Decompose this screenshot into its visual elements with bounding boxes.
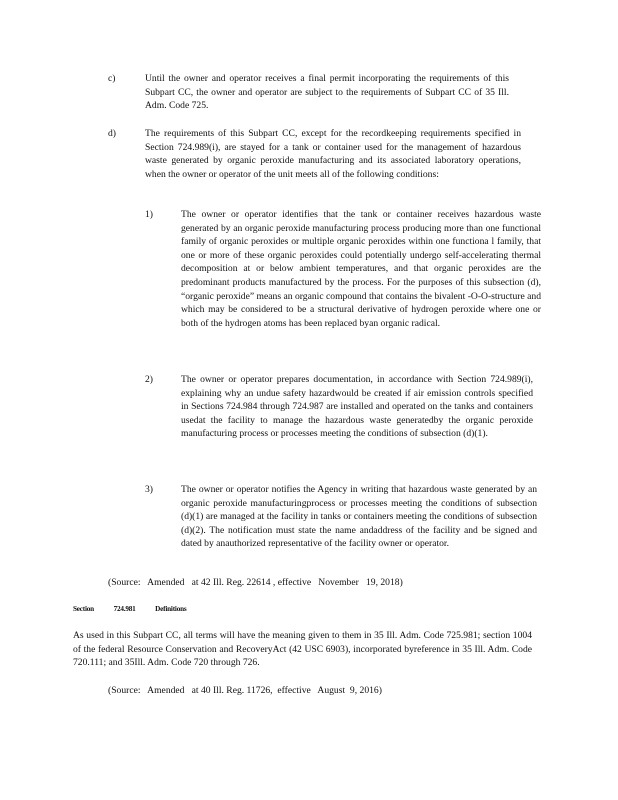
item-c-text: Until the owner and operator receives a final permit incorporating the requirements of this Subpart CC, the owner and operator are subject to the requirements of Subpart CC of 35 Ill. Adm. Code 725.: [145, 73, 509, 112]
subitem-1-text: The owner or operator identifies that the tank or container receives hazardous waste generated by an organic peroxide manufacturing process producing more than one functional family of organic peroxides or multiple organic peroxides within one functiona l family, that one or more of these organic peroxides could potentially undergo self-accelerating thermal decomposition at or below ambient temperatures, and that organic peroxides are the predominant products manufactured by the process. For the purposes of this subsection (d), “organic peroxide” means an organic compound that contains the bivalent -O-O-structure and which may be considered to be a structural derivative of hydrogen peroxide where one or both of the hydrogen atoms has been replaced byan organic radical.: [181, 209, 541, 329]
section-word: Section: [73, 605, 94, 613]
subitem-3-text: The owner or operator notifies the Agency in writing that hazardous waste generated by an organic peroxide manufacturingprocess or processes meeting the conditions of subsection (d)(1) are managed at the facility in tanks or containers meeting the conditions of subsection (d)(2). The notification must state the name andaddress of the facility and be signed and dated by anauthorized representative of the facility owner or operator.: [181, 484, 537, 550]
definitions-paragraph: As used in this Subpart CC, all terms will have the meaning given to them in 35 Ill. Adm. Code 725.981; section 1004 of the federal Resource Conservation and RecoveryAct (42 USC 6903), incorporated byreference in 35 Ill. Adm. Code 720.111; and 35Ill. Adm. Code 720 through 726.: [73, 630, 532, 669]
item-d-text: The requirements of this Subpart CC, except for the recordkeeping requirements specified in Section 724.989(i), are stayed for a tank or container used for the management of hazardous waste generated by organic peroxide manufacturing and its associated laboratory operations, when the owner or operator of the unit meets all of the following conditions:: [145, 128, 521, 180]
item-c-label: c): [108, 73, 116, 84]
subitem-2-text: The owner or operator prepares documentation, in accordance with Section 724.989(i), explaining why an undue safety hazardwould be created if air emission controls specified in Sections 724.984 through 724.987 are installed and operated on the tanks and containers usedat the facility to manage the hazardous waste generatedby the organic peroxide manufacturing process or processes meeting the conditions of subsection (d)(1).: [181, 374, 533, 440]
section-heading: [73, 605, 187, 613]
subitem-3-label: 3): [145, 484, 153, 495]
item-d-label: d): [108, 128, 116, 139]
subitem-2-label: 2): [145, 374, 153, 385]
source-note-2: (Source: Amended at 40 Ill. Reg. 11726, effective August 9, 2016): [108, 685, 382, 696]
subitem-1-label: 1): [145, 209, 153, 220]
section-title: Definitions: [155, 605, 187, 613]
section-number: 724.981: [113, 605, 136, 613]
source-note-1: (Source: Amended at 42 Ill. Reg. 22614 , effective November 19, 2018): [108, 577, 403, 588]
